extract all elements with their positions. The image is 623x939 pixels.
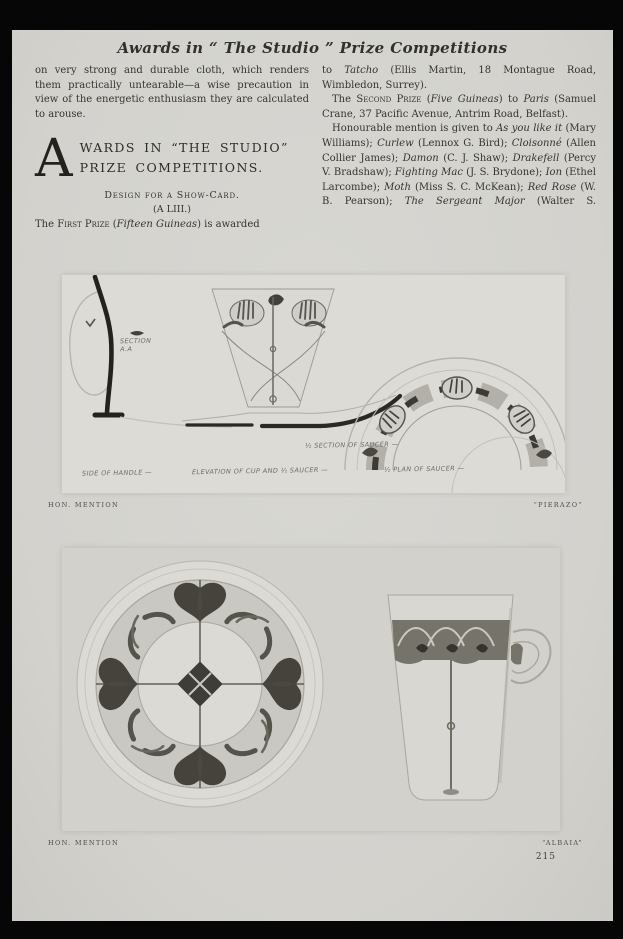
label-half-section-of-saucer: ½ SECTION OF SAUCER — (304, 440, 399, 450)
text-columns (35, 64, 596, 233)
illustration-saucer-and-mug-photo (62, 548, 560, 831)
right-column (322, 64, 596, 233)
section-subheading: Design for a Show-Card. (104, 190, 240, 202)
paragraph-second-prize: The Second Prize (Five Guineas) to Paris (Samuel Crane, 37 Pacific Avenue, Antrim Road, Belfast). (322, 94, 596, 120)
article-heading-text: WARDS IN “THE STUDIO” PRIZE COMPETITIONS. (79, 140, 289, 175)
dropcap-letter: A (35, 129, 73, 190)
plate1-caption-row (48, 501, 583, 509)
class-number: (A LIII.) (153, 204, 191, 216)
page-number: 215 (535, 852, 556, 862)
paragraph-cloth: on very strong and durable cloth, which renders them practically untearable—a wise precaution in view of the energetic enthusiasm they are calculated to arouse. (35, 65, 309, 120)
plate2-caption-left: HON. MENTION (48, 839, 120, 847)
plate2-caption-right: “ALBAIA” (542, 839, 583, 847)
plate1-caption-left: HON. MENTION (48, 501, 120, 509)
plate1-caption-right: “PIERAZO” (533, 501, 583, 509)
saucer-mug-photo-art (62, 548, 560, 831)
label-side-of-handle: SIDE OF HANDLE — (81, 468, 153, 478)
article-heading (35, 129, 309, 190)
label-elevation-of-cup: ELEVATION OF CUP AND ½ SAUCER — (191, 465, 329, 477)
left-column (35, 64, 309, 233)
magazine-page (12, 30, 613, 921)
illustration-cup-saucer-drawing (62, 275, 565, 493)
paragraph-first-prize-winner: to Tatcho (Ellis Martin, 18 Montague Road, Wimbledon, Surrey). (322, 65, 596, 91)
label-section-aa: SECTION A.A (119, 336, 152, 354)
paragraph-honourable-mentions: Honourable mention is given to As you like it (Mary Williams); Curlew (Lennox G. Bird); Cloisonné (Allen Collier James); Damon (C. J. Shaw); Drakefell (Percy V. Bradshaw); Fighting Mac (J. S. Brydone); Ion (Ethel Larcombe); Moth (Miss S. C. McKean); Red Rose (W. B. Pearson); The Sergeant Major (Walter S. (322, 123, 597, 208)
cup-saucer-drawing-art (62, 275, 565, 493)
saucer-plan-photo (77, 561, 323, 807)
label-half-plan-of-saucer: ½ PLAN OF SAUCER — (383, 464, 465, 474)
running-head: Awards in “ The Studio ” Prize Competitions (117, 39, 508, 57)
first-prize-line: The First Prize (Fifteen Guineas) is awarded (35, 219, 260, 231)
plate2-caption-row (48, 839, 583, 847)
